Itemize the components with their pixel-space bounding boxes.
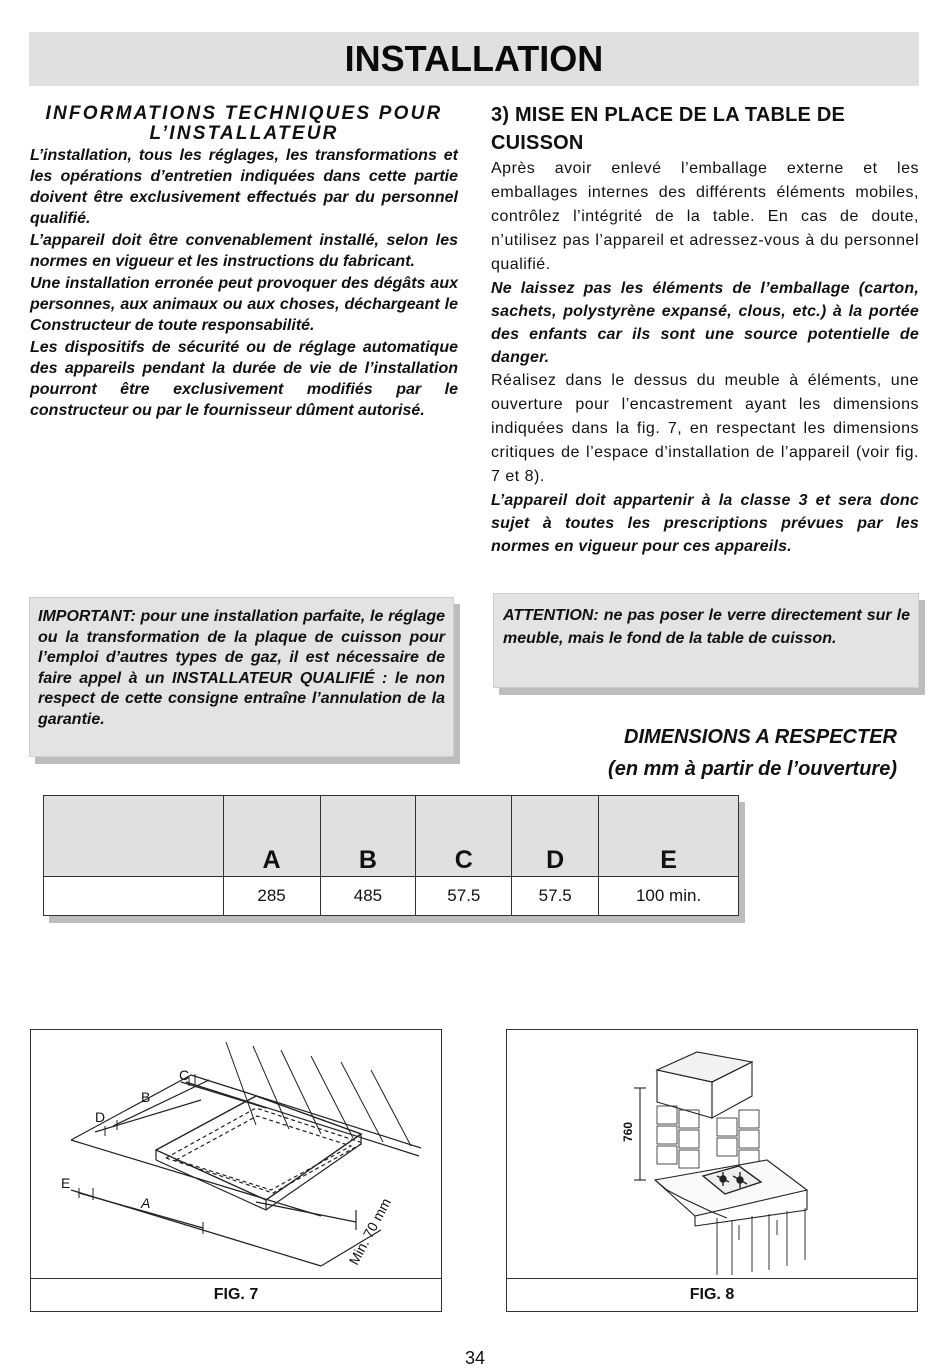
table-header-row [44,796,739,877]
page-title: INSTALLATION [344,38,604,79]
paragraph-unpacking: Après avoir enlevé l’emballage externe et les emballages internes des différents éléments mobiles, contrôlez l’intégrité de la table. En cas de doute, n’utilisez pas l’appareil et adressez-vous à du personnel qualifié. [491,160,919,273]
label-d: D [95,1109,106,1125]
table-cell: 485 [320,877,416,916]
kitchen-diagram [507,1030,917,1280]
table-cell: 100 min. [599,877,739,916]
label-min-70: Min. 70 mm [345,1195,394,1268]
figure-7-caption: FIG. 7 [31,1278,441,1311]
page-number: 34 [464,1348,486,1368]
label-e: E [61,1175,71,1191]
figure-8 [506,1029,918,1312]
table-header-cell [44,796,224,877]
table-header-cell: E [599,796,739,877]
important-notice-box [29,597,454,757]
title-bar [29,32,919,86]
paragraph-class-3: L’appareil doit appartenir à la classe 3 et sera donc sujet à toutes les prescriptions prévues par les normes en vigueur pour ces appareils. [491,492,919,555]
table-header-cell: C [416,796,512,877]
attention-notice-box [493,593,919,688]
attention-notice-text: ATTENTION: ne pas poser le verre directement sur le meuble, mais le fond de la table de cuisson. [503,607,910,647]
table-header-cell: A [223,796,320,877]
dimensions-heading [540,721,897,785]
dimensions-title: DIMENSIONS A RESPECTER [624,726,897,748]
installer-info-heading: INFORMATIONS TECHNIQUES POUR L’INSTALLATEUR [45,103,443,144]
table-cell: 57.5 [416,877,512,916]
paragraph-cutout: Réalisez dans le dessus du meuble à éléments, une ouverture pour l’encastrement ayant les dimensions indiquées dans la fig. 7, en respectant les dimensions critiques de l’espace d’installation de l’appareil (voir fig. 7 et 8). [491,372,919,485]
table-header-cell: B [320,796,416,877]
table-cell: 57.5 [512,877,599,916]
table-header-cell: D [512,796,599,877]
paragraph-liability: Une installation erronée peut provoquer des dégâts aux personnes, aux animaux ou aux choses, déchargeant le Constructeur de toute responsabilité. [30,275,458,334]
important-notice-text: IMPORTANT: pour une installation parfaite, le réglage ou la transformation de la plaque de cuisson pour l’emploi d’autres types de gaz, il est nécessaire de faire appel à un INSTALLATEUR QUALIFIÉ : le non respect de cette consigne entraîne l’annulation de la garantie. [38,608,445,728]
wall-hatching [226,1042,411,1146]
table-cell [44,877,224,916]
paragraph-packaging-warning: Ne laissez pas les éléments de l’emballage (carton, sachets, polystyrène expansé, clous, etc.) à la portée des enfants car ils sont une source potentielle de danger. [491,280,919,366]
table-cell: 285 [223,877,320,916]
label-a: A [141,1195,151,1211]
placement-section [491,101,919,558]
figure-7 [30,1029,442,1312]
placement-heading: 3) MISE EN PLACE DE LA TABLE DE CUISSON [491,104,846,154]
label-c: C [179,1067,190,1083]
installer-info-section [30,104,458,421]
paragraph-safety-devices: Les dispositifs de sécurité ou de réglage automatique des appareils pendant la durée de vie de l’installation pourront être exclusivement modifiés par le constructeur ou par le fournisseur dûment autorisé. [30,339,458,419]
paragraph-qualified-staff: L’installation, tous les réglages, les transformations et les opérations d’entretien indiquées dans cette partie doivent être exclusivement effectués par du personnel qualifié. [30,147,458,227]
hood-illustration [657,1052,752,1118]
table-row [44,877,739,916]
paragraph-standards: L’appareil doit être convenablement installé, selon les normes en vigueur et les instructions du fabricant. [30,232,458,270]
dimensions-table [43,795,739,916]
cutout-diagram [31,1030,441,1280]
label-b: B [141,1089,151,1105]
figure-8-caption: FIG. 8 [507,1278,917,1311]
height-label: 760 [621,1121,635,1142]
dimensions-subtitle: (en mm à partir de l’ouverture) [608,758,897,780]
